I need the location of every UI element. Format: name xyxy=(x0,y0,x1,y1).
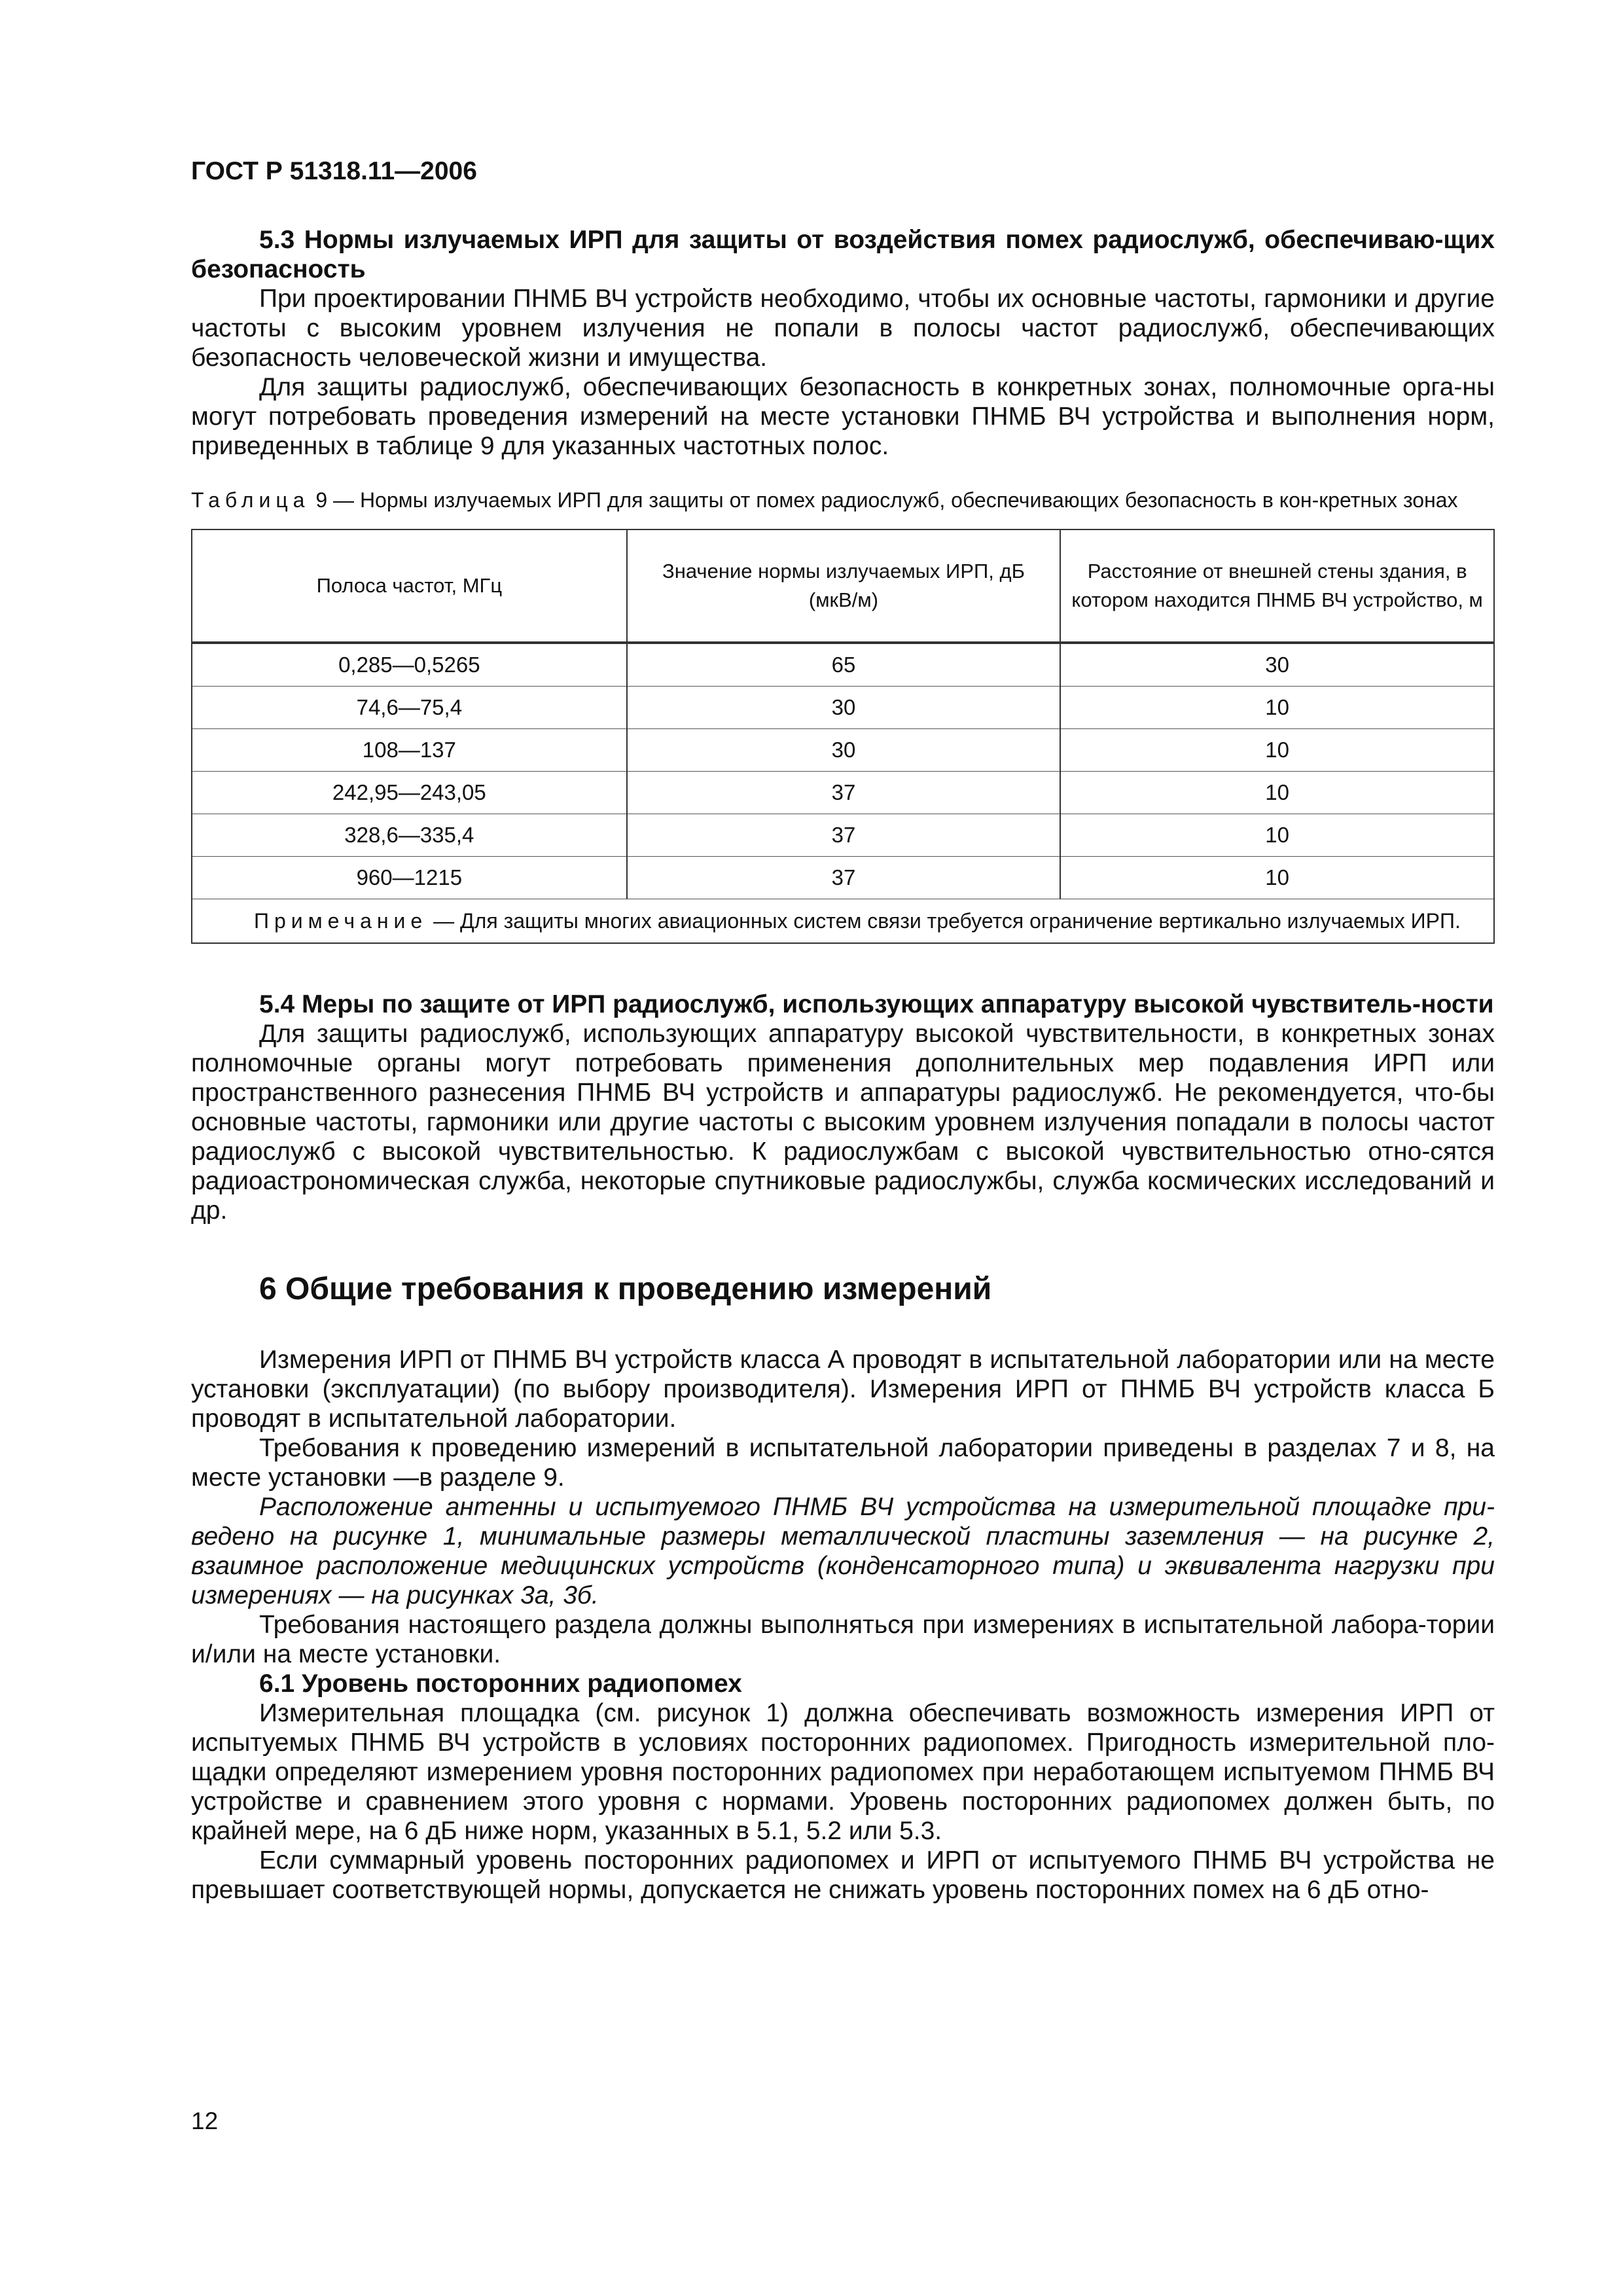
table-cell: 37 xyxy=(627,814,1061,857)
table-cell: 10 xyxy=(1060,857,1494,899)
table-row xyxy=(192,814,1494,857)
section-5-3-paragraph: Для защиты радиослужб, обеспечивающих безопасность в конкретных зонах, полномочные орга-ны могут потребовать проведения измерений на месте установки ПНМБ ВЧ устройства и выполнения норм, приведенных в таблице 9 для указанных частотных полос. xyxy=(191,373,1495,460)
table-note-row xyxy=(192,899,1494,944)
table-cell: 30 xyxy=(627,729,1061,772)
section-6-paragraph: Требования настоящего раздела должны выполняться при измерениях в испытательной лабора-тории и/или на месте установки. xyxy=(191,1611,1495,1668)
section-6-paragraph-italic: Расположение антенны и испытуемого ПНМБ ВЧ устройства на измерительной площадке при-ведено на рисунке 1, минимальные размеры металлической пластины заземления — на рисунке 2, взаимное расположение медицинских устройств (конденсаторного типа) и эквивалента нагрузки при измерениях — на рисунках 3а, 3б. xyxy=(191,1493,1495,1609)
table-cell: 37 xyxy=(627,857,1061,899)
table-cell: 10 xyxy=(1060,729,1494,772)
section-6-paragraph: Измерения ИРП от ПНМБ ВЧ устройств класса А проводят в испытательной лаборатории или на месте установки (эксплуатации) (по выбору производителя). Измерения ИРП от ПНМБ ВЧ устройств класса Б проводят в испытательной лаборатории. xyxy=(191,1346,1495,1433)
section-5-4-paragraph: Для защиты радиослужб, использующих аппаратуру высокой чувствительности, в конкретных зонах полномочные органы могут потребовать применения дополнительных мер подавления ИРП или пространственного разнесения ПНМБ ВЧ устройств и аппаратуры радиослужб. Не рекомендуется, что-бы основные частоты, гармоники или другие частоты с высоким уровнем излучения попадали в полосы частот радиослужб с высокой чувствительностью. К радиослужбам с высокой чувствительностью отно-сятся радиоастрономическая служба, некоторые спутниковые радиослужбы, служба космических исследований и др. xyxy=(191,1020,1495,1225)
table-cell: 30 xyxy=(1060,643,1494,687)
table-header-row xyxy=(192,529,1494,643)
table-note-text: — Для защиты многих авиационных систем связи требуется ограничение вертикально излучаемых ИРП. xyxy=(427,909,1461,933)
table-cell: 37 xyxy=(627,772,1061,814)
section-5-3-paragraph: При проектировании ПНМБ ВЧ устройств необходимо, чтобы их основные частоты, гармоники и другие частоты с высоким уровнем излучения не попали в полосы частот радиослужб, обеспечивающих безопасность человеческой жизни и имущества. xyxy=(191,285,1495,372)
table-9 xyxy=(191,529,1495,944)
document-page xyxy=(191,157,1495,1905)
table-header-cell: Расстояние от внешней стены здания, в котором находится ПНМБ ВЧ устройство, м xyxy=(1060,529,1494,643)
table-9-caption xyxy=(191,487,1495,513)
table-row xyxy=(192,772,1494,814)
table-row xyxy=(192,687,1494,729)
table-cell: 108—137 xyxy=(192,729,627,772)
section-6-1-paragraph: Если суммарный уровень посторонних радиопомех и ИРП от испытуемого ПНМБ ВЧ устройства не превышает соответствующей нормы, допускается не снижать уровень посторонних помех на 6 дБ отно- xyxy=(191,1846,1495,1904)
section-5-4-title: 5.4 Меры по защите от ИРП радиослужб, использующих аппаратуру высокой чувствитель-ности xyxy=(259,990,1494,1018)
table-header-cell: Полоса частот, МГц xyxy=(192,529,627,643)
table-cell: 0,285—0,5265 xyxy=(192,643,627,687)
table-header-cell: Значение нормы излучаемых ИРП, дБ (мкВ/м) xyxy=(627,529,1061,643)
table-cell: 10 xyxy=(1060,814,1494,857)
section-6-1-paragraph: Измерительная площадка (см. рисунок 1) должна обеспечивать возможность измерения ИРП от испытуемых ПНМБ ВЧ устройств в условиях посторонних радиопомех. Пригодность измерительной пло-щадки определяют измерением уровня посторонних радиопомех при неработающем испытуемом ПНМБ ВЧ устройстве и сравнением этого уровня с нормами. Уровень посторонних радиопомех должен быть, по крайней мере, на 6 дБ ниже норм, указанных в 5.1, 5.2 или 5.3. xyxy=(191,1699,1495,1845)
section-6-paragraph: Требования к проведению измерений в испытательной лаборатории приведены в разделах 7 и 8, на месте установки —в разделе 9. xyxy=(191,1434,1495,1492)
table-cell: 960—1215 xyxy=(192,857,627,899)
document-header: ГОСТ Р 51318.11—2006 xyxy=(191,157,477,185)
table-note-label: Примечание xyxy=(254,909,428,933)
page-number: 12 xyxy=(191,2108,219,2134)
table-row xyxy=(192,729,1494,772)
table-cell: 10 xyxy=(1060,687,1494,729)
section-6-1-title: 6.1 Уровень посторонних радиопомех xyxy=(259,1670,742,1698)
table-row xyxy=(192,643,1494,687)
table-row xyxy=(192,857,1494,899)
table-cell: 328,6—335,4 xyxy=(192,814,627,857)
table-cell: 30 xyxy=(627,687,1061,729)
table-cell: 242,95—243,05 xyxy=(192,772,627,814)
chapter-6-title: 6 Общие требования к проведению измерений xyxy=(259,1272,992,1306)
table-caption-text: 9 — Нормы излучаемых ИРП для защиты от помех радиослужб, обеспечивающих безопасность в кон-кретных зонах xyxy=(310,488,1458,512)
table-note xyxy=(192,899,1494,944)
table-cell: 74,6—75,4 xyxy=(192,687,627,729)
table-cell: 10 xyxy=(1060,772,1494,814)
table-caption-label: Таблица xyxy=(191,488,310,512)
table-cell: 65 xyxy=(627,643,1061,687)
section-5-3-title: 5.3 Нормы излучаемых ИРП для защиты от воздействия помех радиослужб, обеспечиваю-щих безопасность xyxy=(191,226,1495,283)
